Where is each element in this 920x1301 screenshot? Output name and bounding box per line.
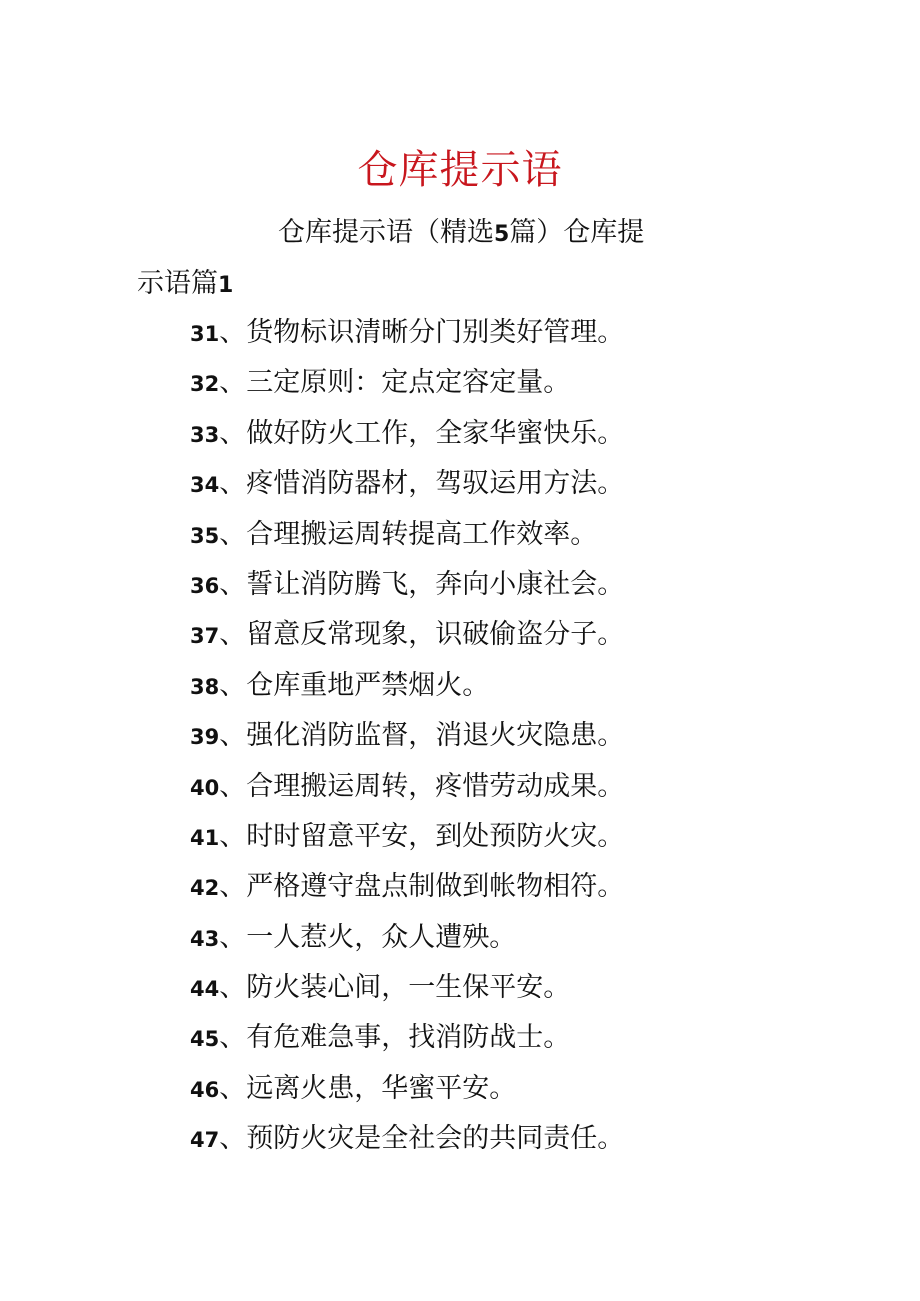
- list-item: [190, 313, 624, 363]
- item-text: 、合理搬运周转提高工作效率。: [219, 518, 598, 550]
- item-text: 、时时留意平安，到处预防火灾。: [219, 820, 625, 852]
- item-text: 、一人惹火，众人遭殃。: [219, 921, 517, 953]
- intro-line-2: [137, 264, 233, 306]
- list-item: [190, 716, 624, 766]
- slogan-list: [190, 313, 624, 1170]
- item-text: 、合理搬运周转，疼惜劳动成果。: [219, 770, 625, 802]
- intro-line-1-suffix: 篇）仓库提: [509, 217, 645, 248]
- list-item: [190, 918, 624, 968]
- item-text: 、严格遵守盘点制做到帐物相符。: [219, 871, 625, 903]
- item-number: 31: [190, 322, 220, 346]
- item-number: 41: [190, 825, 220, 850]
- item-number: 39: [190, 725, 220, 750]
- list-item: [190, 666, 624, 716]
- item-number: 32: [190, 372, 220, 397]
- item-number: 47: [190, 1128, 220, 1153]
- list-item: [190, 867, 624, 917]
- item-text: 、做好防火工作，全家华蜜快乐。: [219, 417, 625, 449]
- intro-line-1-number: 5: [494, 222, 510, 247]
- item-number: 34: [190, 473, 220, 498]
- intro-line-2-prefix: 示语篇: [137, 268, 218, 299]
- item-number: 43: [190, 926, 220, 951]
- list-item: [190, 464, 624, 514]
- item-text: 、疼惜消防器材，驾驭运用方法。: [219, 468, 625, 500]
- intro-line-1: [278, 213, 644, 255]
- item-number: 35: [190, 523, 220, 548]
- item-number: 46: [190, 1077, 220, 1102]
- list-item: [190, 1018, 624, 1068]
- list-item: [190, 968, 624, 1018]
- item-number: 37: [190, 624, 220, 649]
- list-item: [190, 1119, 624, 1169]
- list-item: [190, 363, 624, 413]
- item-text: 、强化消防监督，消退火灾隐患。: [219, 720, 625, 752]
- list-item: [190, 1069, 624, 1119]
- item-text: 、有危难急事，找消防战士。: [219, 1022, 571, 1054]
- item-number: 44: [190, 977, 220, 1002]
- item-text: 、誓让消防腾飞，奔向小康社会。: [219, 568, 625, 600]
- item-number: 33: [190, 422, 220, 447]
- list-item: [190, 615, 624, 665]
- item-text: 、远离火患，华蜜平安。: [219, 1072, 517, 1104]
- item-number: 38: [190, 674, 220, 699]
- item-text: 、预防火灾是全社会的共同责任。: [219, 1123, 625, 1155]
- list-item: [190, 515, 624, 565]
- item-text: 、货物标识清晰分门别类好管理。: [219, 317, 625, 348]
- item-number: 42: [190, 876, 220, 901]
- document-title: 仓库提示语: [357, 147, 563, 193]
- intro-line-1-prefix: 仓库提示语（精选: [278, 217, 494, 248]
- list-item: [190, 414, 624, 464]
- item-text: 、留意反常现象，识破偷盗分子。: [219, 619, 625, 651]
- item-text: 、三定原则：定点定容定量。: [219, 367, 571, 399]
- item-text: 、仓库重地严禁烟火。: [219, 669, 490, 701]
- item-number: 45: [190, 1027, 220, 1052]
- list-item: [190, 817, 624, 867]
- list-item: [190, 767, 624, 817]
- item-number: 40: [190, 775, 220, 800]
- list-item: [190, 565, 624, 615]
- intro-line-2-number: 1: [218, 273, 234, 298]
- item-number: 36: [190, 573, 220, 598]
- item-text: 、防火装心间，一生保平安。: [219, 972, 571, 1004]
